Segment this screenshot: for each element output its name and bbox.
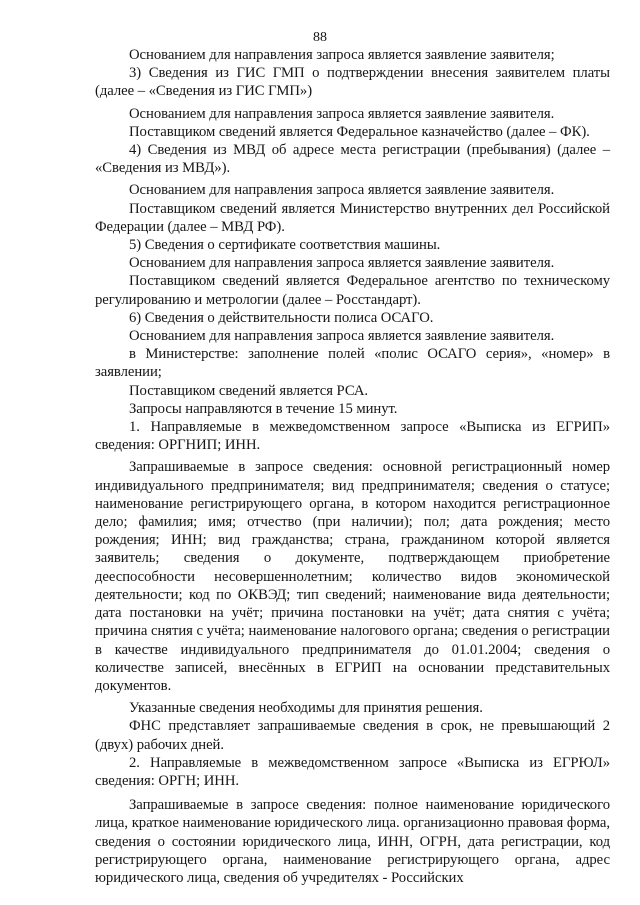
paragraph: Основанием для направления запроса является заявление заявителя. — [129, 255, 555, 272]
paragraph: ФНС представляет запрашиваемые сведения в срок, не превышающий 2 (двух) рабочих дней. — [95, 718, 610, 753]
page-number: 88 — [313, 30, 327, 45]
paragraph: 6) Сведения о действительности полиса ОСАГО. — [129, 309, 434, 326]
paragraph: Запрашиваемые в запросе сведения: основной регистрационный номер индивидуального предпринимателя; вид предпринимателя; сведения о статусе; наименование регистрирующего органа, в котором находится регистрационное дело; фамилия; имя; отчество (при наличии); пол; дата рождения; место рождения; ИНН; вид гражданства; страна, гражданином которой является заявитель; сведения о документе, подтверждающем приобретение дееспособности несовершеннолетним; количество видов экономической деятельности; код по ОКВЭД; тип сведений; наименование вида деятельности; дата постановки на учёт; причина постановки на учёт; дата снятия с учёта; причина снятия с учёта; наименование налогового органа; сведения о регистрации в качестве индивидуального предпринимателя до 01.01.2004; сведения о количестве записей, внесённых в ЕГРИП на основании представительных документов. — [95, 459, 610, 694]
paragraph: Основанием для направления запроса является заявление заявителя. — [129, 182, 555, 199]
paragraph: Запросы направляются в течение 15 минут. — [129, 400, 398, 417]
paragraph: Поставщиком сведений является Федеральное казначейство (далее – ФК). — [129, 123, 590, 140]
paragraph: 2. Направляемые в межведомственном запросе «Выписка из ЕГРЮЛ» сведения: ОРГН; ИНН. — [95, 754, 610, 789]
paragraph: Основанием для направления запроса является заявление заявителя; — [129, 47, 555, 63]
paragraph: 5) Сведения о сертификате соответствия машины. — [129, 237, 441, 254]
paragraph: Поставщиком сведений является Министерство внутренних дел Российской Федерации (далее – МВД РФ). — [95, 200, 610, 235]
document-body — [95, 46, 610, 887]
paragraph: Поставщиком сведений является РСА. — [129, 382, 369, 399]
paragraph: 4) Сведения из МВД об адресе места регистрации (пребывания) (далее – «Сведения из МВД»). — [95, 142, 610, 177]
paragraph: Указанные сведения необходимы для принятия решения. — [129, 700, 483, 717]
paragraph: Поставщиком сведений является Федеральное агентство по техническому регулированию и метрологии (далее – Росстандарт). — [95, 273, 610, 308]
paragraph: Основанием для направления запроса является заявление заявителя. — [129, 105, 555, 122]
paragraph: Запрашиваемые в запросе сведения: полное наименование юридического лица, краткое наименование юридического лица. организационно правовая форма, сведения о состоянии юридического лица, ИНН, ОГРН, дата регистрации, код регистрирующего органа, наименование регистрирующего органа, адрес юридического лица, сведения об учредителях - Российских — [95, 797, 610, 886]
paragraph: 3) Сведения из ГИС ГМП о подтверждении внесения заявителем платы (далее – «Сведения из ГИС ГМП») — [95, 65, 610, 100]
paragraph: Основанием для направления запроса является заявление заявителя. — [129, 328, 555, 345]
paragraph: в Министерстве: заполнение полей «полис ОСАГО серия», «номер» в заявлении; — [95, 346, 610, 381]
paragraph: 1. Направляемые в межведомственном запросе «Выписка из ЕГРИП» сведения: ОРГНИП; ИНН. — [95, 419, 610, 454]
